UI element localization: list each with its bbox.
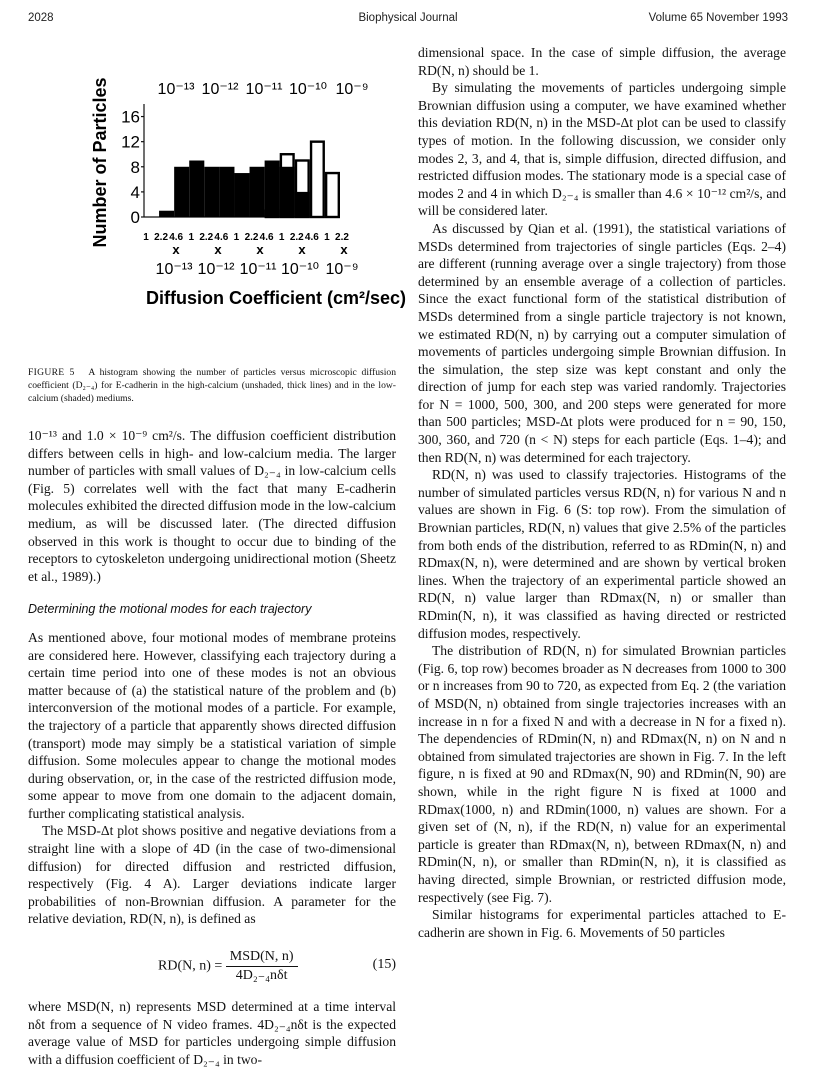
- x-tick-mantissa: 1: [278, 232, 285, 243]
- top-axis-label: 10⁻⁹: [335, 81, 369, 98]
- y-tick-label: 0: [130, 208, 140, 227]
- x-tick-mantissa: 4.6: [214, 232, 229, 243]
- x-tick-mantissa: 4.6: [169, 232, 184, 243]
- top-axis-label: 10⁻¹³: [157, 81, 195, 98]
- left-column: [28, 44, 407, 1068]
- figure-5-histogram: [28, 44, 407, 354]
- y-axis-label: Number of Particles: [90, 77, 110, 248]
- paragraph: The MSD-Δt plot shows positive and negative deviations from a straight line with a slope of 4D (in the case of two-dimensional diffusion) for directed diffusion and restricted diffusion, respectively (Fig. 4 A). Larger deviations indicate larger probabilities of non-Brownian diffusion. A parameter for the relative deviation, RD(N, n), is defined as: [28, 823, 396, 927]
- x-decade-label: 10⁻¹²: [197, 261, 235, 278]
- figure-caption: [28, 366, 396, 405]
- volume-info: Volume 65 November 1993: [648, 12, 788, 24]
- bar-low-calcium: [189, 161, 204, 218]
- bar-low-calcium: [159, 211, 174, 217]
- y-tick-label: 4: [130, 182, 140, 202]
- figure-label: FIGURE 5: [28, 367, 75, 378]
- paragraph: As mentioned above, four motional modes of membrane proteins are considered here. However, classifying each trajectory during a certain time period into one of these modes is not an obvious matter because of (a) the statistical nature of the problem and (b) interconversion of the motional modes of a particle. For example, the trajectory of a particle that apparently shows directed diffusion (transport) mode may simply be a statistical variation of simple diffusion. Some molecules appear to change the motional modes during observation, or, in the case of the restricted diffusion mode, some appear to move from one domain to the adjacent domain, further complicating statistical analysis.: [28, 629, 396, 821]
- x-tick-mantissa: 2.2: [289, 232, 304, 243]
- x-axis-label: Diffusion Coefficient (cm²/sec): [145, 288, 407, 308]
- equation-number: (15): [372, 957, 396, 973]
- paragraph: The distribution of RD(N, n) for simulated Brownian particles (Fig. 6, top row) becomes broader as N decreases from 1000 to 300 or n increases from 90 to 720, as expected from Eq. 2 (the variation of MSD(N, n) obtained from single trajectories increases with an increase in n for a fixed N and with a decrease in N for a fixed n). The dependencies of RDmin(N, n) and RDmax(N, n) on N and n obtained from simulated trajectories are shown in Fig. 7. In the left figure, n is fixed at 90 and RDmax(N, 90) and RDmin(N, 90) are shown, while in the right figure N is fixed at 1000 and RDmax(1000, n) and RDmin(1000, n) values are shown. For a given set of (N, n), if the RD(N, n) value for an experimental particle is greater than RDmax(N, n), between RDmax(N, n) and RDmin(N, n), or smaller than RDmin(N, n), it is classified as having directed, simple Brownian, or restricted diffusion mode, respectively (see Fig. 7).: [418, 643, 786, 905]
- x-tick-times-symbol: x: [214, 242, 222, 257]
- x-tick-times-symbol: x: [256, 242, 264, 257]
- x-tick-mantissa: 2.2: [244, 232, 259, 243]
- x-decade-label: 10⁻¹⁰: [281, 261, 319, 278]
- paragraph: where MSD(N, n) represents MSD determined at a time interval nδt from a sequence of N video frames. 4D₂₋₄nδt is the expected average value of MSD for particles undergoing simple diffusion with a diffusion coefficient of D₂₋₄ in two-: [28, 999, 396, 1067]
- x-tick-mantissa: 2.2: [199, 232, 214, 243]
- paragraph: By simulating the movements of particles undergoing simple Brownian diffusion using a computer, we have examined whether this deviation RD(N, n) in the MSD-Δt plot can be used to classify types of motion. In the following discussion, we consider only modes 2, 3, and 4, that is, simple diffusion, directed diffusion, and restricted diffusion modes. The stationary mode is a special case of modes 2 and 4 in which D₂₋₄ is smaller than 4.6 × 10⁻¹² cm²/s, and will be considered later.: [418, 80, 786, 219]
- x-tick-mantissa: 4.6: [304, 232, 319, 243]
- paragraph: dimensional space. In the case of simple diffusion, the average RD(N, n) should be 1.: [418, 45, 786, 78]
- equation-numerator: MSD(N, n): [226, 948, 298, 967]
- top-axis-label: 10⁻¹⁰: [289, 81, 327, 98]
- paragraph: As discussed by Qian et al. (1991), the statistical variations of MSDs determined from trajectories of single particles (Eqs. 2–4) are different (running average over a single trajectory) from those determined by an ensemble average of a collection of particles. Since the exact functional form of the statistical distribution of MSDs determined from a single particle trajectory is not known, we estimated RD(N, n) by carrying out a computer simulation of movements of particles undergoing simple Brownian diffusion. In the simulation, the step size was kept constant and only the direction of jump for each step was varied randomly. Trajectories for N = 1000, 500, 300, and 200 steps were generated for more than 500 particles; MSD-Δt plots were produced for n = 90, 150, 300, 360, and 720 (n < N) steps for each particle (Eqs. 1–4); and then RD(N, n) was determined for each trajectory.: [418, 220, 786, 465]
- top-axis-label: 10⁻¹¹: [245, 81, 283, 98]
- x-tick-mantissa: 4.6: [259, 232, 274, 243]
- bar-low-calcium: [204, 167, 219, 217]
- top-axis-label: 10⁻¹²: [201, 81, 239, 98]
- bar-low-calcium: [174, 167, 189, 217]
- bar-low-calcium: [250, 167, 265, 217]
- x-decade-label: 10⁻¹¹: [239, 261, 277, 278]
- paragraph: RD(N, n) was used to classify trajectories. Histograms of the number of simulated particles versus RD(N, n) for various N and n values are shown in Fig. 6 (S: top row). From the simulation of Brownian particles, RD(N, n) values that give 2.5% of the particles from both ends of the distribution, referred to as RDmin(N, n) and RDmax(N, n), were determined and are shown by vertical broken lines. When the trajectory of an experimental particle showed an RD(N, n) value larger than RDmax(N, n) or smaller than RDmin(N, n), it was classified as having directed or restricted diffusion modes, respectively.: [418, 467, 786, 641]
- x-tick-mantissa: 2.2: [154, 232, 169, 243]
- y-tick-label: 12: [121, 132, 140, 152]
- paragraph: Similar histograms for experimental particles attached to E-cadherin are shown in Fig. 6. Movements of 50 particles: [418, 907, 786, 940]
- x-tick-times-symbol: x: [172, 242, 180, 257]
- x-tick-mantissa: 2.2: [335, 232, 349, 243]
- x-tick-times-symbol: x: [298, 242, 306, 257]
- figure-caption-text: A histogram showing the number of particles versus microscopic diffusion coefficient (D₂₋₄) for E-cadherin in the high-calcium (unshaded, thick lines) and in the low-calcium (shaded) mediums.: [28, 367, 396, 404]
- bar-low-calcium: [219, 167, 234, 217]
- page-number: 2028: [28, 12, 54, 24]
- x-decade-label: 10⁻¹³: [155, 261, 193, 278]
- equation-denominator: 4D₂₋₄nδt: [235, 967, 288, 983]
- x-decade-label: 10⁻⁹: [325, 261, 359, 278]
- equation-15: [28, 942, 396, 986]
- bar-high-calcium: [311, 142, 324, 217]
- equation-lhs: RD(N, n) =: [158, 958, 223, 974]
- x-tick-mantissa: 1: [324, 232, 330, 243]
- paragraph: 10⁻¹³ and 1.0 × 10⁻⁹ cm²/s. The diffusion coefficient distribution differs between cells in high- and low-calcium media. The larger number of particles with small values of D₂₋₄ in low-calcium cells (Fig. 5) correlates well with the fact that many E-cadherin molecules exhibited the directed diffusion mode in the low-calcium medium, as will be discussed later. (The directed diffusion observed in this work is thought to occur due to binding of the receptors to cytoskeleton undergoing unidirectional motion (Sheetz et al., 1989).): [28, 428, 396, 584]
- histogram-chart: [28, 2, 407, 308]
- y-tick-label: 8: [130, 157, 140, 177]
- y-tick-label: 16: [121, 107, 140, 127]
- bar-low-calcium: [265, 161, 280, 218]
- x-tick-times-symbol: x: [340, 242, 348, 257]
- right-column: [418, 44, 786, 941]
- x-tick-mantissa: 1: [188, 232, 195, 243]
- bar-low-calcium: [234, 173, 249, 217]
- x-tick-mantissa: 1: [143, 232, 149, 243]
- section-heading: Determining the motional modes for each trajectory: [28, 602, 312, 617]
- bar-high-calcium: [326, 173, 339, 217]
- journal-name: Biophysical Journal: [358, 12, 458, 24]
- x-tick-mantissa: 1: [233, 232, 240, 243]
